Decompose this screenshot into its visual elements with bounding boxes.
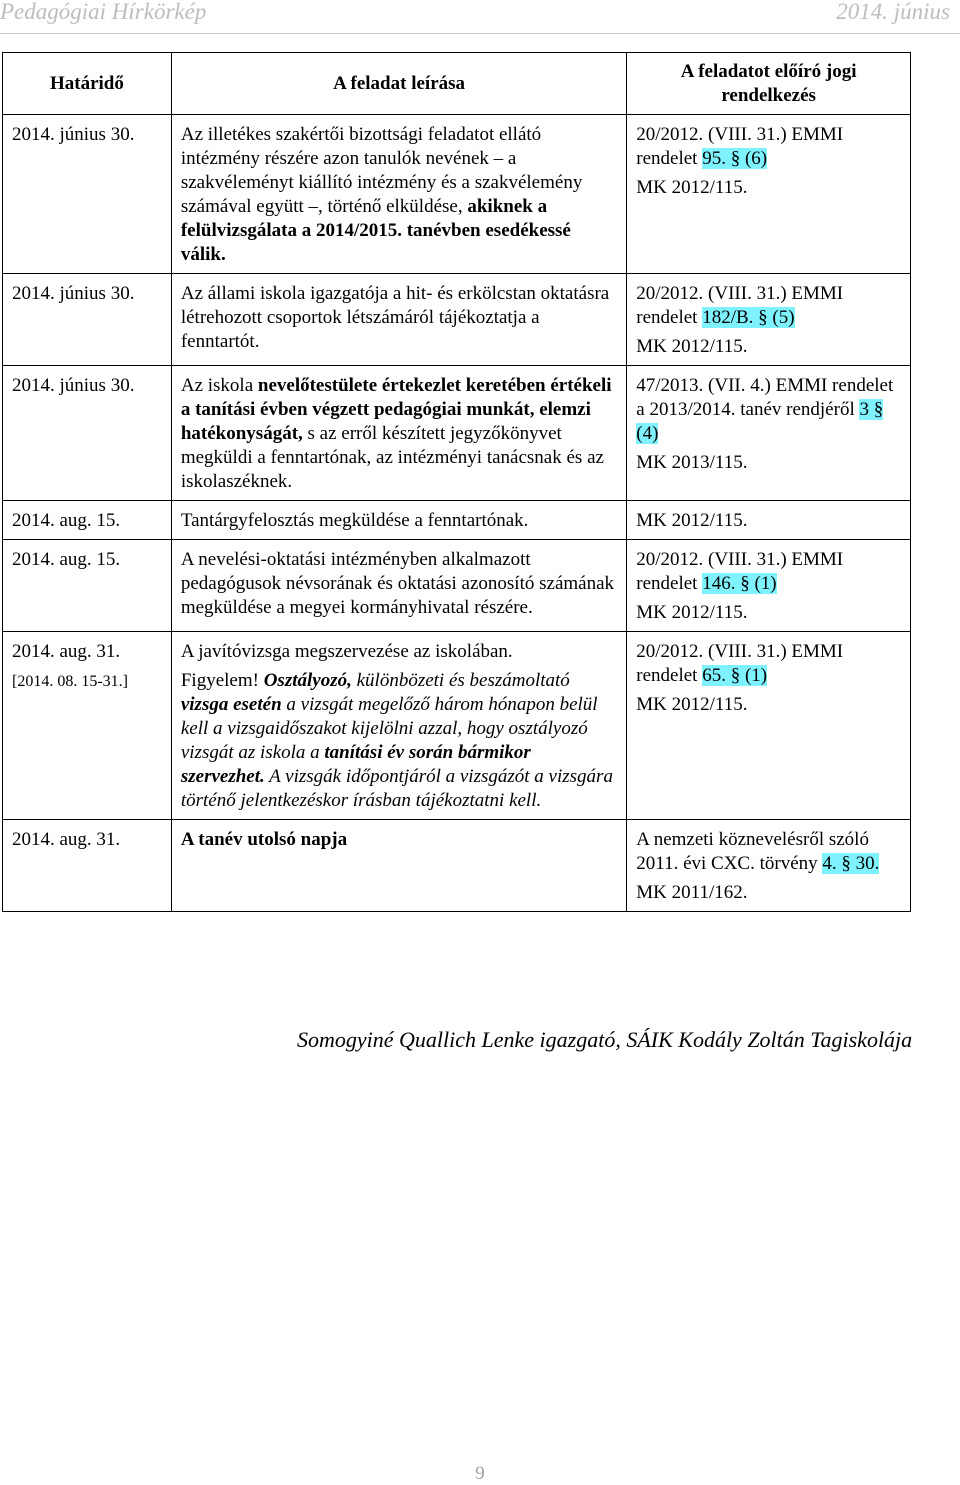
task-description-cell (171, 115, 626, 274)
deadline-cell: 2014. június 30. (3, 274, 172, 366)
section-reference: 146. § (1) (702, 573, 777, 594)
section-reference: 3 § (4) (636, 399, 884, 444)
legal-provision-cell (627, 820, 911, 912)
task-text-bold: nevelőtestülete értekezlet keretében értékeli a tanítási évben végzett pedagógiai munkát, elemzi hatékonyságát, (180, 375, 612, 444)
task-description-cell (171, 501, 626, 540)
gazette-reference: MK 2012/115. (636, 510, 748, 531)
task-text: Az iskola (180, 375, 254, 396)
header-deadline: Határidő (3, 53, 172, 115)
publication-date: 2014. június (836, 0, 950, 24)
gazette-reference: MK 2011/162. (636, 882, 748, 903)
table-row (3, 540, 911, 632)
legal-provision-cell (627, 115, 911, 274)
deadline-cell: 2014. aug. 31. (3, 820, 172, 912)
notice-label: Figyelem! (180, 670, 259, 691)
deadline-date: 2014. aug. 31. (12, 641, 121, 662)
legal-provision-cell (627, 501, 911, 540)
task-description-cell (171, 540, 626, 632)
deadline-cell (3, 632, 172, 820)
gazette-reference: MK 2013/115. (636, 452, 748, 473)
notice-text: különbözeti és beszámoltató (356, 670, 570, 691)
task-text: Tantárgyfelosztás megküldése a fenntartónak. (180, 510, 529, 531)
deadline-cell: 2014. aug. 15. (3, 501, 172, 540)
header-task-description: A feladat leírása (171, 53, 626, 115)
deadline-cell: 2014. aug. 15. (3, 540, 172, 632)
notice-bold: tanítási év során bármikor szervezhet. (180, 742, 531, 787)
deadline-period: [2014. 08. 15-31.] (12, 673, 128, 690)
notice-bold: Osztályozó, (263, 670, 352, 691)
table-row (3, 366, 911, 501)
table-row (3, 501, 911, 540)
task-description-cell (171, 366, 626, 501)
regulation-text: 20/2012. (VIII. 31.) EMMI rendelet (636, 124, 844, 169)
regulation-text: 20/2012. (VIII. 31.) EMMI rendelet (636, 549, 844, 594)
regulation-text: A nemzeti köznevelésről szóló 2011. évi CXC. törvény (636, 829, 869, 874)
page-header (0, 0, 960, 34)
task-description-cell (171, 820, 626, 912)
table-row (3, 274, 911, 366)
task-description-cell (171, 632, 626, 820)
task-description-cell (171, 274, 626, 366)
notice-text: a vizsgát megelőző három hónapon belül kell a vizsgaidőszakot kijelölni azzal, hogy osztályozó vizsgát az iskola a (180, 694, 598, 763)
gazette-reference: MK 2012/115. (636, 177, 748, 198)
legal-provision-cell (627, 632, 911, 820)
table-header-row (3, 53, 911, 115)
author-signature-line: Somogyiné Quallich Lenke igazgató, SÁIK Kodály Zoltán Tagiskolája (297, 1027, 913, 1052)
task-text: s az erről készített jegyzőkönyvet megküldi a fenntartónak, az intézményi tanácsnak és az iskolaszéknek. (180, 423, 604, 492)
gazette-reference: MK 2012/115. (636, 694, 748, 715)
header-rule (0, 33, 960, 34)
regulation-text: 20/2012. (VIII. 31.) EMMI rendelet (636, 283, 844, 328)
publication-title: Pedagógiai Hírkörkép (0, 0, 207, 24)
section-reference: 4. § 30. (822, 853, 880, 874)
legal-provision-cell (627, 274, 911, 366)
notice-bold: vizsga esetén (180, 694, 282, 715)
legal-provision-cell (627, 540, 911, 632)
legal-provision-cell (627, 366, 911, 501)
table-row (3, 820, 911, 912)
deadline-cell: 2014. június 30. (3, 366, 172, 501)
section-reference: 182/B. § (5) (702, 307, 795, 328)
task-text-bold: akiknek a felülvizsgálata a 2014/2015. tanévben esedékessé válik. (180, 196, 571, 265)
deadline-cell: 2014. június 30. (3, 115, 172, 274)
section-reference: 65. § (1) (702, 665, 768, 686)
deadline-table (2, 52, 911, 912)
header-legal-provision: A feladatot előíró jogi rendelkezés (627, 53, 911, 115)
task-text: Az illetékes szakértői bizottsági feladatot ellátó intézmény részére azon tanulók nevének – a szakvéleményt kiállító intézmény és a szakvélemény számával együtt –, történő elküldése, (180, 124, 583, 217)
notice-text: A vizsgák időpontjáról a vizsgázót a vizsgára történő jelentkezéskor írásban tájékoztatni kell. (180, 766, 613, 811)
task-text: A nevelési-oktatási intézményben alkalmazott pedagógusok névsorának és oktatási azonosító számának megküldése a megyei kormányhivatal részére. (180, 549, 615, 618)
page-number: 9 (475, 1463, 485, 1484)
task-text-bold: A tanév utolsó napja (180, 829, 348, 850)
regulation-text: 47/2013. (VII. 4.) EMMI rendelet a 2013/2014. tanév rendjéről (636, 375, 894, 420)
gazette-reference: MK 2012/115. (636, 602, 748, 623)
table-row (3, 632, 911, 820)
task-text: Az állami iskola igazgatója a hit- és erkölcstan oktatásra létrehozott csoportok létszámáról tájékoztatja a fenntartót. (180, 283, 610, 352)
table-row (3, 115, 911, 274)
notice-paragraph (181, 669, 618, 813)
task-text: A javítóvizsga megszervezése az iskolában. (180, 641, 513, 662)
regulation-text: 20/2012. (VIII. 31.) EMMI rendelet (636, 641, 844, 686)
gazette-reference: MK 2012/115. (636, 336, 748, 357)
section-reference: 95. § (6) (702, 148, 768, 169)
